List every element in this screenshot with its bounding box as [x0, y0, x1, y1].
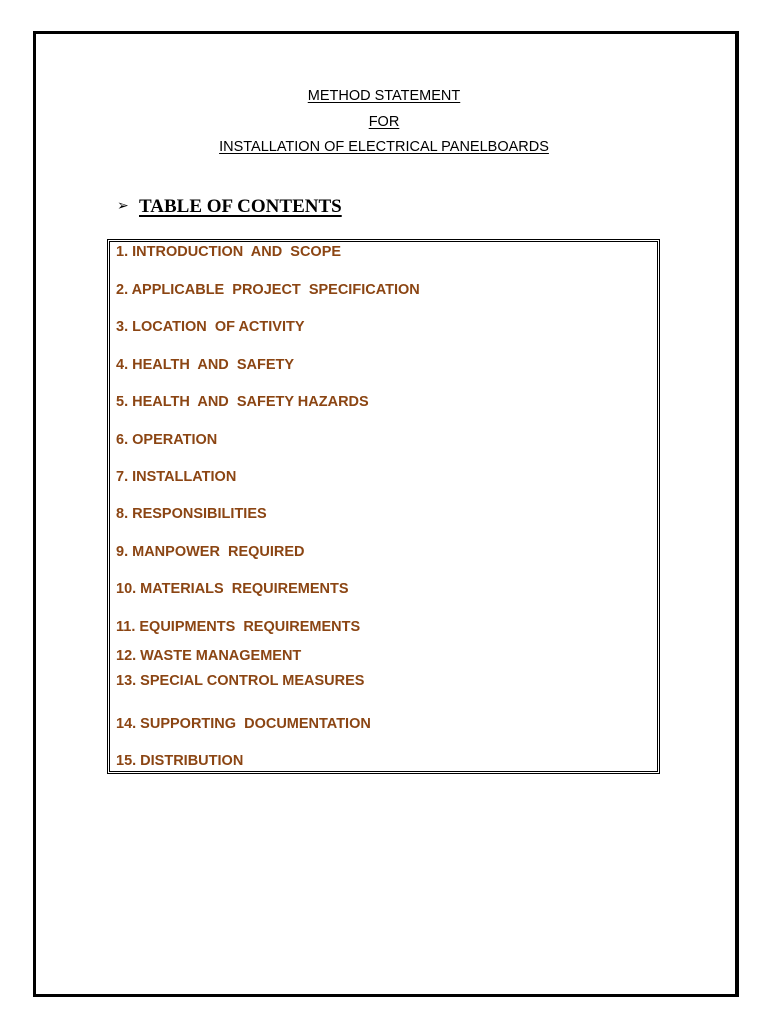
toc-item: 15. DISTRIBUTION [116, 753, 244, 769]
toc-item: 14. SUPPORTING DOCUMENTATION [116, 716, 371, 732]
toc-item: 7. INSTALLATION [116, 469, 237, 485]
toc-item: 1. INTRODUCTION AND SCOPE [116, 244, 342, 260]
toc-heading-label: TABLE OF CONTENTS [139, 196, 342, 217]
arrow-bullet-icon: ➢ [117, 198, 129, 214]
toc-heading [117, 196, 342, 218]
toc-item: 12. WASTE MANAGEMENT [116, 648, 302, 664]
page-border-shadow-bottom [33, 996, 739, 997]
toc-item: 13. SPECIAL CONTROL MEASURES [116, 673, 365, 689]
title-line-for: FOR [368, 114, 400, 130]
toc-item: 9. MANPOWER REQUIRED [116, 544, 305, 560]
title-line-subject: INSTALLATION OF ELECTRICAL PANELBOARDS [219, 139, 549, 155]
toc-item: 11. EQUIPMENTS REQUIREMENTS [116, 619, 361, 635]
toc-item: 8. RESPONSIBILITIES [116, 506, 267, 522]
toc-item: 3. LOCATION OF ACTIVITY [116, 319, 305, 335]
toc-item: 10. MATERIALS REQUIREMENTS [116, 581, 349, 597]
toc-item: 4. HEALTH AND SAFETY [116, 357, 295, 373]
toc-item: 2. APPLICABLE PROJECT SPECIFICATION [116, 282, 420, 298]
title-line-method-statement: METHOD STATEMENT [307, 88, 461, 104]
toc-item: 5. HEALTH AND SAFETY HAZARDS [116, 394, 369, 410]
toc-item: 6. OPERATION [116, 432, 218, 448]
page-border-shadow-right [738, 31, 739, 997]
